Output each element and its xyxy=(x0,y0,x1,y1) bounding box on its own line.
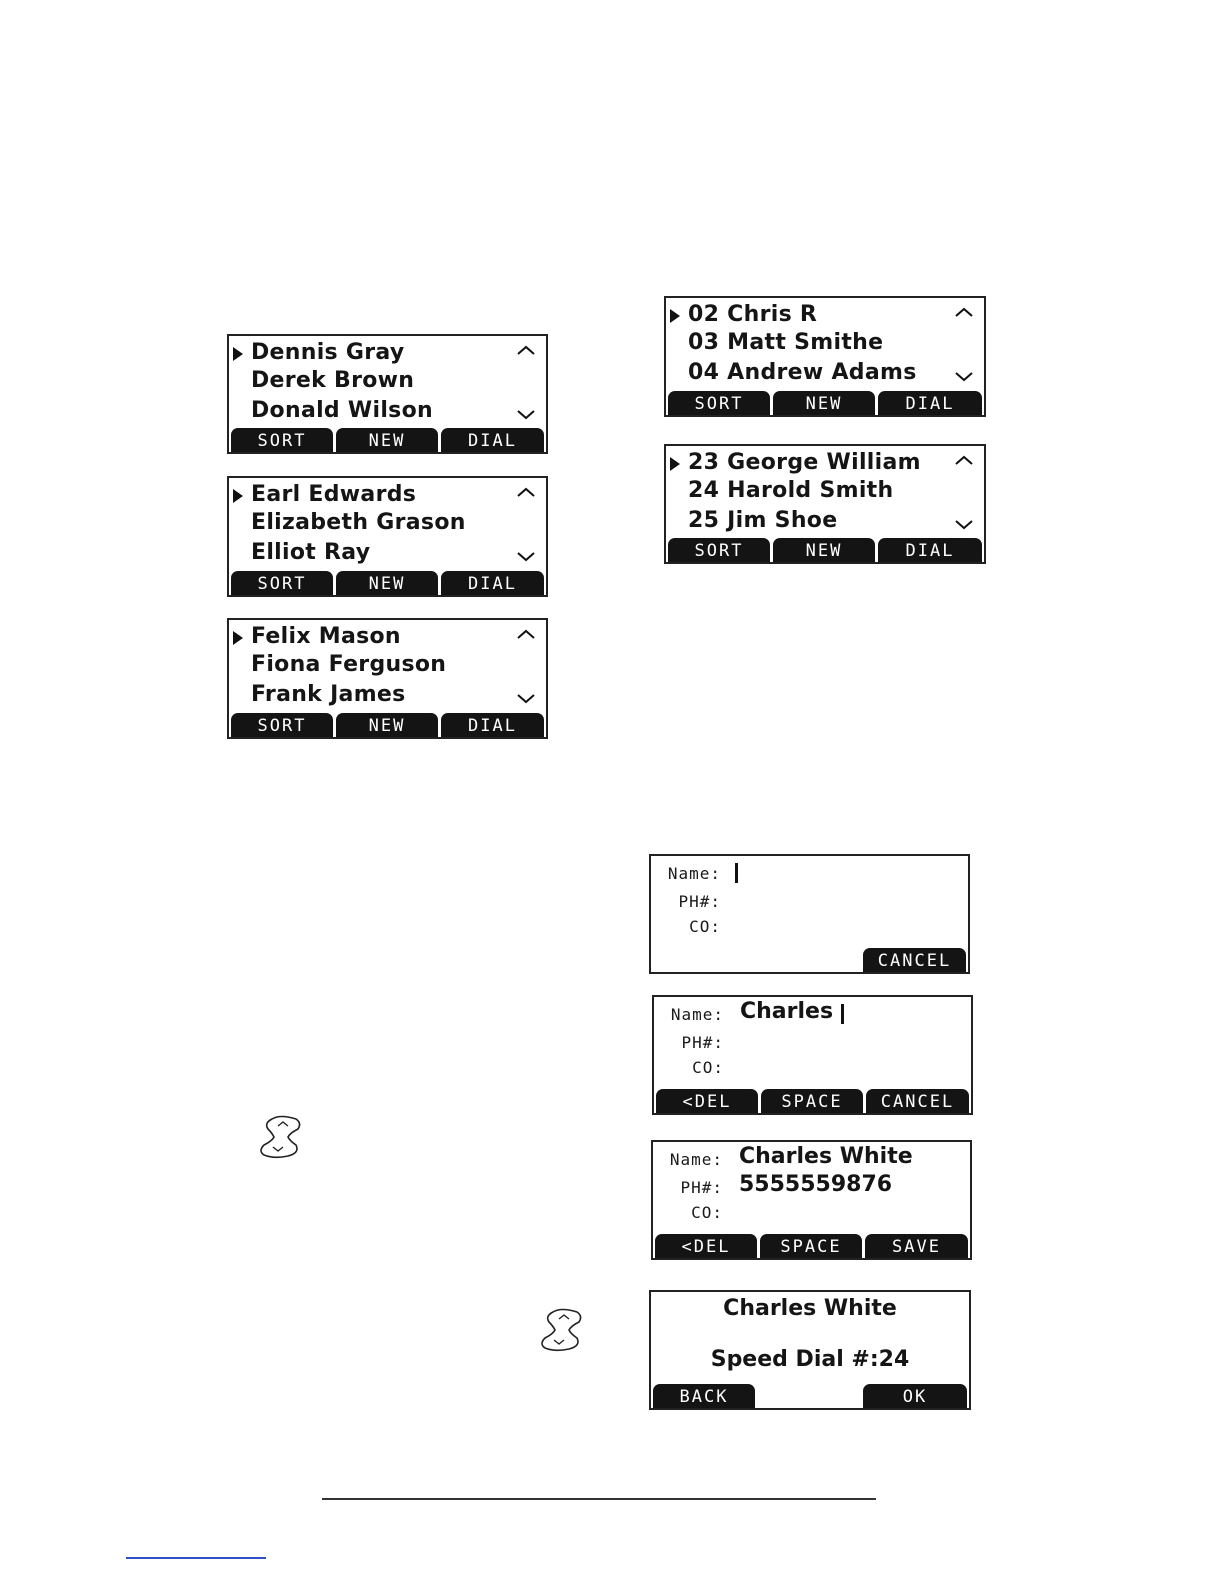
sort-softkey[interactable]: SORT xyxy=(231,428,333,452)
list-item[interactable]: Donald Wilson xyxy=(251,398,433,423)
company-label: CO: xyxy=(692,1058,724,1077)
softkey-bar xyxy=(651,948,968,972)
softkey-bar xyxy=(666,391,984,415)
name-value[interactable]: Charles xyxy=(740,999,834,1024)
softkey-bar xyxy=(229,571,546,595)
chevron-down-icon xyxy=(516,692,536,704)
chevron-up-icon xyxy=(954,306,974,318)
speed-dial-screen-1 xyxy=(664,296,986,417)
name-value[interactable]: Charles White xyxy=(739,1144,913,1169)
new-entry-screen-empty xyxy=(649,854,970,974)
directory-screen-e xyxy=(227,476,548,597)
delete-softkey[interactable]: <DEL xyxy=(655,1234,757,1258)
softkey-bar xyxy=(651,1384,969,1408)
sort-softkey[interactable]: SORT xyxy=(668,538,770,562)
selection-arrow-icon xyxy=(233,489,243,503)
phone-label: PH#: xyxy=(678,892,721,911)
list-item[interactable]: Earl Edwards xyxy=(251,482,417,507)
delete-softkey[interactable]: <DEL xyxy=(656,1089,758,1113)
list-item[interactable]: 03 Matt Smithe xyxy=(688,330,884,355)
list-item[interactable]: Elliot Ray xyxy=(251,540,371,565)
phone-label: PH#: xyxy=(681,1033,724,1052)
company-label: CO: xyxy=(691,1203,723,1222)
list-item[interactable]: 23 George William xyxy=(688,450,921,475)
name-label: Name: xyxy=(669,1150,723,1169)
dial-softkey[interactable]: DIAL xyxy=(441,713,544,737)
save-softkey[interactable]: SAVE xyxy=(865,1234,968,1258)
softkey-bar xyxy=(229,428,546,452)
chevron-down-icon xyxy=(954,518,974,530)
new-softkey[interactable]: NEW xyxy=(773,538,875,562)
footer-divider xyxy=(322,1498,876,1500)
speed-dial-confirm-screen xyxy=(649,1290,971,1410)
speed-dial-number: Speed Dial #:24 xyxy=(710,1347,910,1372)
list-item[interactable]: Fiona Ferguson xyxy=(251,652,447,677)
list-item[interactable]: 24 Harold Smith xyxy=(688,478,894,503)
sort-softkey[interactable]: SORT xyxy=(231,713,333,737)
text-cursor xyxy=(735,863,738,883)
dial-softkey[interactable]: DIAL xyxy=(878,391,982,415)
softkey-bar xyxy=(666,538,984,562)
softkey-bar xyxy=(654,1089,971,1113)
contact-name: Charles White xyxy=(723,1296,897,1321)
company-label: CO: xyxy=(689,917,721,936)
dial-softkey[interactable]: DIAL xyxy=(441,428,544,452)
cancel-softkey[interactable]: CANCEL xyxy=(866,1089,969,1113)
list-item[interactable]: 04 Andrew Adams xyxy=(688,360,917,385)
selection-arrow-icon xyxy=(233,347,243,361)
chevron-up-icon xyxy=(516,628,536,640)
new-entry-screen-filled xyxy=(651,1140,972,1260)
navigation-key-icon xyxy=(539,1308,585,1352)
navigation-key-icon xyxy=(258,1115,304,1159)
new-softkey[interactable]: NEW xyxy=(773,391,875,415)
ok-softkey[interactable]: OK xyxy=(863,1384,967,1408)
new-softkey[interactable]: NEW xyxy=(336,713,438,737)
selection-arrow-icon xyxy=(670,309,680,323)
back-softkey[interactable]: BACK xyxy=(653,1384,755,1408)
directory-screen-d xyxy=(227,334,548,454)
softkey-bar xyxy=(653,1234,970,1258)
speed-dial-screen-2 xyxy=(664,444,986,564)
list-item[interactable]: 02 Chris R xyxy=(688,302,818,327)
chevron-down-icon xyxy=(954,370,974,382)
new-entry-screen-name xyxy=(652,995,973,1115)
chevron-down-icon xyxy=(516,408,536,420)
directory-screen-f xyxy=(227,618,548,739)
selection-arrow-icon xyxy=(670,457,680,471)
cancel-softkey[interactable]: CANCEL xyxy=(863,948,966,972)
chevron-up-icon xyxy=(516,486,536,498)
list-item[interactable]: Elizabeth Grason xyxy=(251,510,466,535)
dial-softkey[interactable]: DIAL xyxy=(878,538,982,562)
link-underline xyxy=(126,1557,266,1559)
space-softkey[interactable]: SPACE xyxy=(761,1089,863,1113)
chevron-up-icon xyxy=(516,344,536,356)
chevron-up-icon xyxy=(954,454,974,466)
sort-softkey[interactable]: SORT xyxy=(231,571,333,595)
softkey-bar xyxy=(229,713,546,737)
chevron-down-icon xyxy=(516,550,536,562)
phone-label: PH#: xyxy=(680,1178,723,1197)
name-label: Name: xyxy=(670,1005,724,1024)
list-item[interactable]: Derek Brown xyxy=(251,368,415,393)
sort-softkey[interactable]: SORT xyxy=(668,391,770,415)
list-item[interactable]: Dennis Gray xyxy=(251,340,405,365)
new-softkey[interactable]: NEW xyxy=(336,428,438,452)
space-softkey[interactable]: SPACE xyxy=(760,1234,862,1258)
list-item[interactable]: Felix Mason xyxy=(251,624,401,649)
selection-arrow-icon xyxy=(233,631,243,645)
phone-value[interactable]: 5555559876 xyxy=(739,1172,893,1197)
name-label: Name: xyxy=(667,864,721,883)
new-softkey[interactable]: NEW xyxy=(336,571,438,595)
list-item[interactable]: Frank James xyxy=(251,682,406,707)
list-item[interactable]: 25 Jim Shoe xyxy=(688,508,838,533)
dial-softkey[interactable]: DIAL xyxy=(441,571,544,595)
text-cursor xyxy=(841,1004,844,1024)
